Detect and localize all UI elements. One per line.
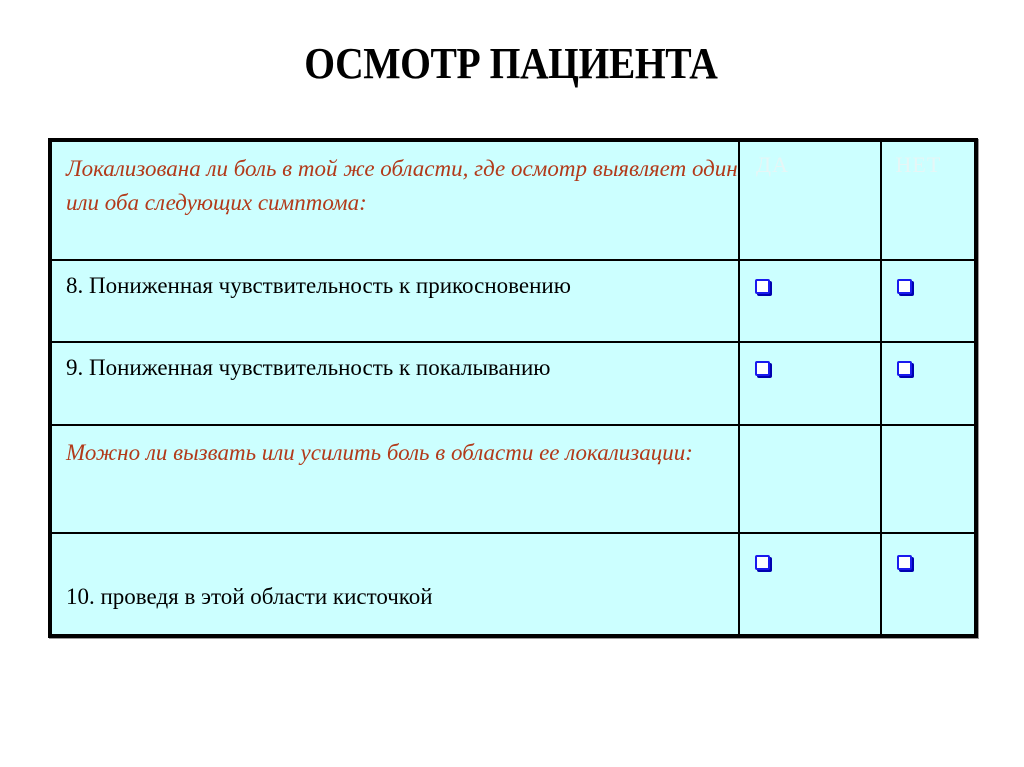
section-question-text: Локализована ли боль в той же области, где осмотр выявляет один или оба следующих симптома: (66, 156, 738, 215)
yes-checkbox-icon[interactable] (755, 361, 770, 376)
header-no-label: НЕТ (895, 152, 942, 177)
empty-yes-cell (739, 425, 881, 534)
section-question-text: Можно ли вызвать или усилить боль в области ее локализации: (66, 439, 693, 465)
item-cell (50, 533, 739, 636)
no-checkbox-icon[interactable] (897, 279, 912, 294)
yes-checkbox-icon[interactable] (755, 279, 770, 294)
item-cell (50, 260, 739, 342)
yes-cell (739, 260, 881, 342)
no-checkbox-icon[interactable] (897, 361, 912, 376)
table-row-section-question-2 (50, 425, 976, 534)
page-title: ОСМОТР ПАЦИЕНТА (304, 39, 718, 88)
question-cell (50, 140, 739, 260)
no-checkbox-icon[interactable] (897, 555, 912, 570)
item-text: 8. Пониженная чувствительность к прикосновению (66, 272, 571, 298)
header-yes-cell (739, 140, 881, 260)
question-cell (50, 425, 739, 534)
item-text: 10. проведя в этой области кисточкой (66, 584, 433, 610)
yes-cell (739, 342, 881, 424)
table-row-item-10 (50, 533, 976, 636)
item-text: 9. Пониженная чувствительность к покалыванию (66, 355, 551, 381)
item-cell (50, 342, 739, 424)
header-no-cell (881, 140, 976, 260)
no-cell (881, 260, 976, 342)
no-cell (881, 533, 976, 636)
yes-checkbox-icon[interactable] (755, 555, 770, 570)
empty-no-cell (881, 425, 976, 534)
yes-cell (739, 533, 881, 636)
table-row-section-question-1 (50, 140, 976, 260)
table-row-item-8 (50, 260, 976, 342)
table-row-item-9 (50, 342, 976, 424)
no-cell (881, 342, 976, 424)
header-yes-label: ДА (755, 152, 789, 177)
patient-exam-table (48, 138, 978, 638)
